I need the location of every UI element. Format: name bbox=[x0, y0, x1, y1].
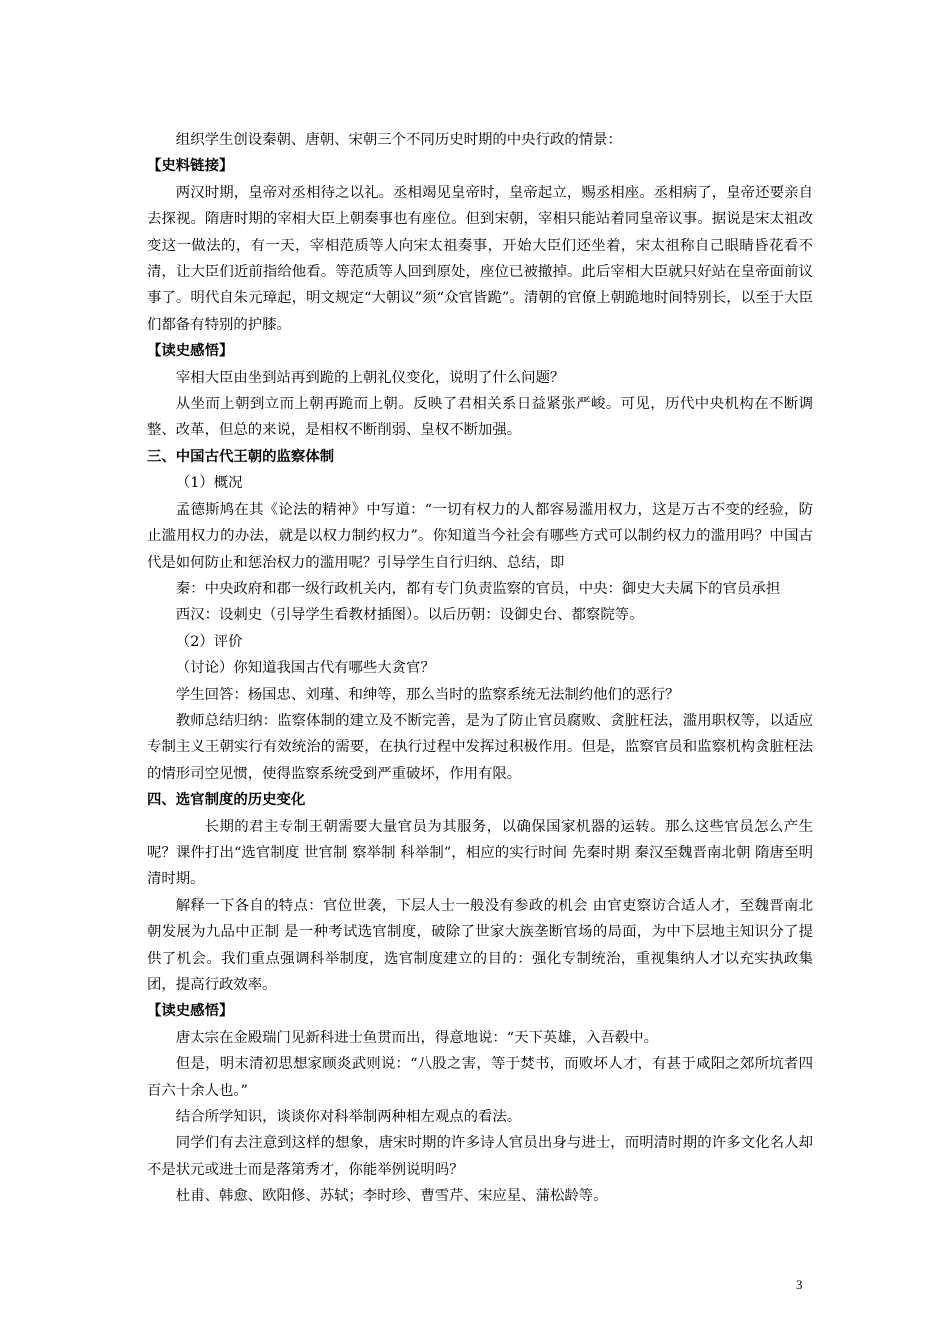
heading-reading-insight: 【读史感悟】 bbox=[147, 343, 234, 360]
paragraph-names: 杜甫、韩愈、欧阳修、苏轼；李时珍、曹雪芹、宋应星、蒲松龄等。 bbox=[175, 1188, 608, 1205]
page-number: 3 bbox=[796, 1277, 803, 1292]
paragraph-western-han: 西汉：设刺史（引导学生看教材插图）。以后历朝：设御史台、都察院等。 bbox=[175, 607, 644, 624]
paragraph-intro: 组织学生创设秦朝、唐朝、宋朝三个不同历史时期的中央行政的情景： bbox=[175, 132, 622, 148]
subheading-evaluation: （2）评价 bbox=[175, 633, 243, 650]
paragraph-qin: 秦：中央政府和郡一级行政机关内，都有专门负责监察的官员，中央：御史大夫属下的官员承担 bbox=[175, 580, 781, 597]
paragraph-officials: 长期的君主专制王朝需要大量官员为其服务，以确保国家机器的运转。那么这些官员怎么产生呢？课件打出“选官制度 世官制 察举制 科举制”，相应的实行时间 先秦时期 秦汉至魏晋南北朝 隋唐至明清时期。 bbox=[147, 818, 813, 888]
paragraph-gu-yanwu: 但是，明末清初思想家顾炎武则说：“八股之害，等于焚书，而败坏人才，有甚于咸阳之郊所坑者四百六十余人也。” bbox=[147, 1056, 813, 1099]
paragraph-montesquieu: 孟德斯鸠在其《论法的精神》中写道：“一切有权力的人都容易滥用权力，这是万古不变的经验，防止滥用权力的办法，就是以权力制约权力”。你知道当今社会有哪些方式可以制约权力的滥用吗？中国古代是如何防止和惩治权力的滥用呢？引导学生自行归纳、总结，即 bbox=[147, 501, 813, 571]
paragraph-teacher-summary: 教师总结归纳：监察体制的建立及不断完善，是为了防止官员腐败、贪脏枉法，滥用职权等，以适应专制主义王朝实行有效统治的需要，在执行过程中发挥过积极作用。但是，监察官员和监察机构贪脏枉法的情形司空见惯，使得监察系统受到严重破坏，作用有限。 bbox=[147, 712, 813, 782]
heading-historical-link: 【史料链接】 bbox=[147, 158, 234, 175]
heading-section-three: 三、中国古代王朝的监察体制 bbox=[147, 448, 335, 465]
subheading-overview: （1）概况 bbox=[175, 475, 243, 492]
paragraph-explanation: 解释一下各自的特点：官位世袭，下层人士一般没有参政的机会 由官吏察访合适人才，至魏晋南北朝发展为九品中正制 是一种考试选官制度，破除了世家大族垄断官场的局面，为中下层地主知识分了提供了机会。我们重点强调科举制度，选官制度建立的目的：强化专制统治，重视集纳人才以充实执政集团，提高行政效率。 bbox=[147, 897, 813, 993]
paragraph-question: 宰相大臣由坐到站再到跪的上朝礼仪变化，说明了什么问题？ bbox=[175, 369, 565, 386]
paragraph-discussion: （讨论）你知道我国古代有哪些大贪官？ bbox=[175, 660, 435, 677]
paragraph-han-dynasty: 两汉时期，皇帝对丞相待之以礼。丞相竭见皇帝时，皇帝起立，赐丞相座。丞相病了，皇帝还要亲自去探视。隋唐时期的宰相大臣上朝奏事也有座位。但到宋朝，宰相只能站着同皇帝议事。据说是宋太祖改变这一做法的，有一天，宰相范质等人向宋太祖奏事，开始大臣们还坐着，宋太祖称自己眼睛昏花看不清，让大臣们近前指给他看。等范质等人回到原处，座位已被撤掉。此后宰相大臣就只好站在皇帝面前议事了。明代自朱元璋起，明文规定“大朝议”须“众官皆跪”。清朝的官僚上朝跪地时间特别长，以至于大臣们都备有特别的护膝。 bbox=[147, 184, 813, 333]
paragraph-student-answer: 学生回答：杨国忠、刘瑾、和绅等，那么当时的监察系统无法制约他们的恶行？ bbox=[175, 686, 680, 703]
paragraph-combine: 结合所学知识，谈谈你对科举制两种相左观点的看法。 bbox=[175, 1109, 522, 1126]
paragraph-poets: 同学们有去注意到这样的想象，唐宋时期的许多诗人官员出身与进士，而明清时期的许多文化名人却不是状元或进士而是落第秀才，你能举例说明吗？ bbox=[147, 1135, 813, 1178]
paragraph-taizong: 唐太宗在金殿瑞门见新科进士鱼贯而出，得意地说：“天下英雄，入吾毂中。 bbox=[175, 1029, 659, 1046]
document-body bbox=[147, 127, 813, 1210]
paragraph-answer: 从坐而上朝到立而上朝再跪而上朝。反映了君相关系日益紧张严峻。可见，历代中央机构在不断调整、改革，但总的来说，是相权不断削弱、皇权不断加强。 bbox=[147, 396, 813, 439]
heading-section-four: 四、选官制度的历史变化 bbox=[147, 792, 306, 809]
heading-reading-insight-2: 【读史感悟】 bbox=[147, 1003, 234, 1020]
